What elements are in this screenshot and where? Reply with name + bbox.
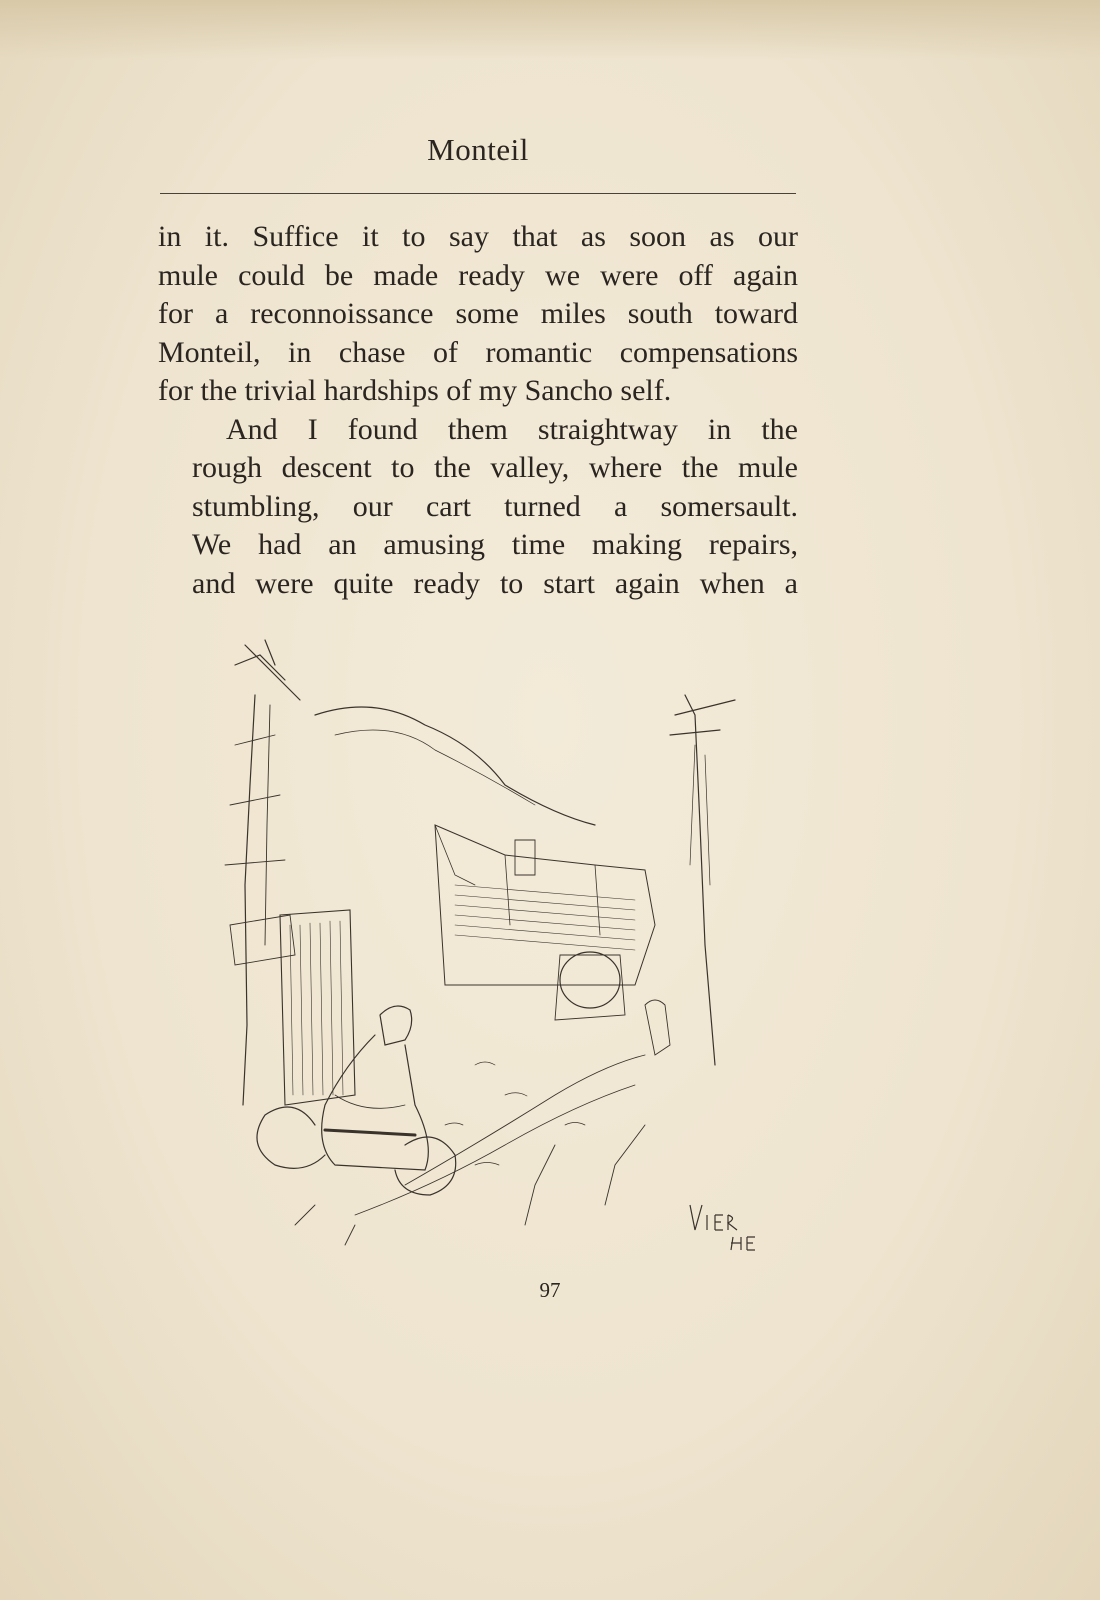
paragraph-2 [158,411,798,604]
header-rule [160,193,796,194]
artist-signature-mark [690,1205,755,1250]
text-line: Monteil, in chase of romantic compensations [158,335,798,369]
village-street-illustration [175,625,775,1285]
text-line: And I found them straightway in the [226,412,798,446]
page-number: 97 [539,1278,561,1302]
text-line: rough descent to the valley, where the mule [192,451,798,484]
text-line: for a reconnoissance some miles south toward [158,297,798,330]
running-head: Monteil [427,132,529,167]
body-text [158,218,798,603]
text-line: for the trivial hardships of my Sancho self. [158,374,672,407]
paragraph-1 [158,218,798,411]
text-line: stumbling, our cart turned a somersault. [192,489,798,523]
text-line: We had an amusing time making repairs, [192,528,798,561]
text-line: and were quite ready to start again when a [192,566,798,600]
text-line: in it. Suffice it to say that as soon as our [158,220,798,253]
text-line: mule could be made ready we were off again [158,258,798,292]
